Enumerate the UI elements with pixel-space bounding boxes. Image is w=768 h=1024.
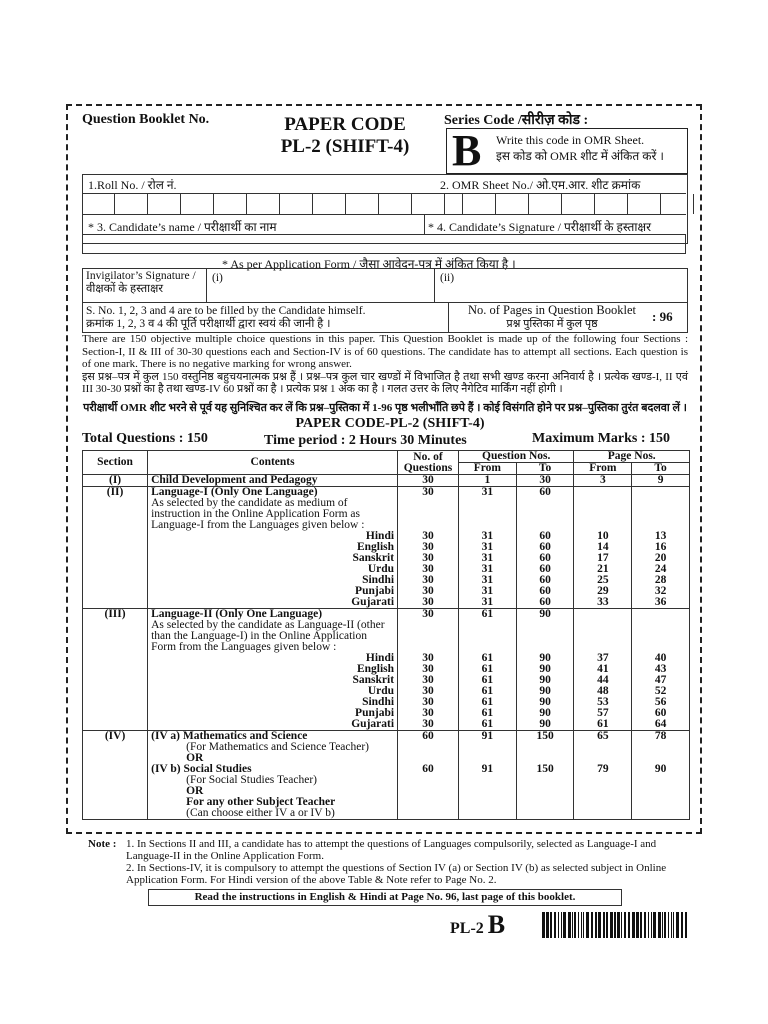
cell-num-questions	[398, 620, 459, 631]
notes	[88, 838, 688, 886]
cell-pt: 43	[632, 664, 690, 675]
cell-section	[83, 675, 148, 686]
invigilator-i: (i)	[212, 272, 223, 284]
cell-qt: 90	[516, 697, 574, 708]
cell-num-questions: 30	[398, 475, 459, 487]
cell-qf: 91	[458, 731, 516, 743]
cell-qf: 91	[458, 764, 516, 775]
cell-num-questions: 30	[398, 575, 459, 586]
cell-qf	[458, 808, 516, 820]
cell-section	[83, 586, 148, 597]
cell-pt: 90	[632, 764, 690, 775]
cell-qf: 31	[458, 586, 516, 597]
table-row	[83, 797, 690, 808]
cell-qt	[516, 786, 574, 797]
cell-qf: 61	[458, 653, 516, 664]
footer-code	[450, 910, 505, 940]
cell-num-questions	[398, 797, 459, 808]
cell-num-questions: 30	[398, 708, 459, 719]
barcode-icon	[542, 912, 688, 938]
cell-qt: 90	[516, 609, 574, 621]
cell-pt: 47	[632, 675, 690, 686]
table-row	[83, 475, 690, 487]
cell-section	[83, 764, 148, 775]
cell-qt	[516, 797, 574, 808]
time-period: Time period : 2 Hours 30 Minutes	[264, 433, 467, 448]
cell-num-questions: 60	[398, 731, 459, 743]
cell-section	[83, 520, 148, 531]
name-write-line[interactable]	[82, 234, 686, 254]
cell-qt: 60	[516, 553, 574, 564]
cell-contents: Sindhi	[148, 575, 398, 586]
cell-qt	[516, 498, 574, 509]
cell-qf	[458, 498, 516, 509]
cell-pf: 57	[574, 708, 632, 719]
cell-section: (III)	[83, 609, 148, 621]
cell-pf	[574, 498, 632, 509]
cell-contents: Sindhi	[148, 697, 398, 708]
cell-contents: Sanskrit	[148, 553, 398, 564]
footer-series-letter: B	[487, 910, 506, 939]
cell-qf: 31	[458, 564, 516, 575]
cell-qf: 31	[458, 553, 516, 564]
pages-value: : 96	[652, 309, 673, 324]
cell-contents: Language-II (Only One Language)	[148, 609, 398, 621]
series-code-label: Series Code /सीरीज़ कोड :	[444, 113, 589, 128]
cell-num-questions: 30	[398, 675, 459, 686]
cell-pf: 41	[574, 664, 632, 675]
cell-section	[83, 631, 148, 642]
cell-pt	[632, 797, 690, 808]
cell-pt	[632, 487, 690, 499]
cell-qf: 1	[458, 475, 516, 487]
cell-qf	[458, 797, 516, 808]
note-1: 1. In Sections II and III, a candidate has to attempt the questions of Languages compulsorily, selected as Language-I and Language-II in the Online Application Form.	[126, 838, 657, 862]
cell-contents: (IV b) Social Studies	[148, 764, 398, 775]
cell-pf: 10	[574, 531, 632, 542]
cell-pf	[574, 509, 632, 520]
cell-num-questions	[398, 509, 459, 520]
cell-section	[83, 498, 148, 509]
cell-num-questions: 30	[398, 597, 459, 609]
instructions-en: There are 150 objective multiple choice questions in this paper. This Question Booklet is made up of the following four Sections : Section-I, II & III of 30-30 questions each and Section-IV is of 60 questions. The candidate has to attempt all sections. Each question is of one mark. There is no negative marking for wrong answer.	[82, 333, 688, 370]
table-row	[83, 808, 690, 820]
read-instructions-box: Read the instructions in English & Hindi at Page No. 96, last page of this booklet.	[148, 889, 622, 906]
cell-section	[83, 509, 148, 520]
cell-contents: Punjabi	[148, 586, 398, 597]
as-per-form-note: * As per Application Form / जैसा आवेदन-पत्र में अंकित किया है ।	[222, 257, 516, 271]
cell-num-questions: 30	[398, 564, 459, 575]
cell-qf: 31	[458, 542, 516, 553]
candidate-name-label: * 3. Candidate’s name / परीक्षार्थी का नाम	[88, 220, 277, 234]
cell-pt: 78	[632, 731, 690, 743]
paper-code-line2: PL-2 (SHIFT-4)	[280, 136, 410, 157]
cell-pt	[632, 775, 690, 786]
header-num-questions: No. of Questions	[398, 451, 459, 475]
maximum-marks: Maximum Marks : 150	[532, 431, 671, 446]
cell-pf: 65	[574, 731, 632, 743]
cell-pt: 40	[632, 653, 690, 664]
cell-pf	[574, 742, 632, 753]
cell-qt: 60	[516, 597, 574, 609]
cell-contents: As selected by the candidate as Language-II (other	[148, 620, 398, 631]
cell-qt: 60	[516, 586, 574, 597]
cell-section	[83, 620, 148, 631]
cell-contents: For any other Subject Teacher	[148, 797, 398, 808]
cell-pf: 48	[574, 686, 632, 697]
cell-section	[83, 553, 148, 564]
cell-qf: 31	[458, 487, 516, 499]
cell-pt	[632, 631, 690, 642]
cell-pf	[574, 620, 632, 631]
table-row	[83, 775, 690, 786]
cell-contents: Urdu	[148, 686, 398, 697]
cell-section	[83, 575, 148, 586]
cell-qt: 60	[516, 542, 574, 553]
cell-num-questions	[398, 631, 459, 642]
header-p-to: To	[632, 463, 690, 475]
cell-contents: As selected by the candidate as medium of	[148, 498, 398, 509]
cell-pt: 20	[632, 553, 690, 564]
cell-section	[83, 742, 148, 753]
cell-qf: 61	[458, 719, 516, 731]
roll-no-cells[interactable]	[82, 194, 445, 214]
cell-num-questions	[398, 786, 459, 797]
cell-qt: 90	[516, 675, 574, 686]
cell-contents: (For Social Studies Teacher)	[148, 775, 398, 786]
cell-pf: 79	[574, 764, 632, 775]
series-letter: B	[452, 126, 482, 175]
cell-qf	[458, 742, 516, 753]
cell-num-questions: 30	[398, 487, 459, 499]
cell-pf: 21	[574, 564, 632, 575]
cell-contents: English	[148, 542, 398, 553]
cell-pt	[632, 509, 690, 520]
cell-contents: Child Development and Pedagogy	[148, 475, 398, 487]
booklet-no-label: Question Booklet No.	[82, 112, 210, 127]
cell-section: (II)	[83, 487, 148, 499]
cell-pt: 56	[632, 697, 690, 708]
cell-pf: 33	[574, 597, 632, 609]
cell-qt: 30	[516, 475, 574, 487]
cell-contents: Gujarati	[148, 719, 398, 731]
paper-code	[270, 114, 420, 158]
cell-section	[83, 597, 148, 609]
cell-pf: 3	[574, 475, 632, 487]
cell-num-questions: 60	[398, 764, 459, 775]
cell-contents: OR	[148, 753, 398, 764]
cell-pt: 28	[632, 575, 690, 586]
cell-qt: 90	[516, 653, 574, 664]
cell-pf: 44	[574, 675, 632, 686]
table-row	[83, 731, 690, 743]
warning-text: परीक्षार्थी OMR शीट भरने से पूर्व यह सुनिश्चित कर लें कि प्रश्न–पुस्तिका में 1-96 पृष्ठ भलीभाँति छपे हैं । कोई विसंगति होने पर प्रश्न–पुस्तिका तुरंत बदलवा लें ।	[83, 402, 687, 414]
cell-contents: Hindi	[148, 653, 398, 664]
cell-contents: OR	[148, 786, 398, 797]
sections-table	[82, 450, 690, 820]
cell-pf	[574, 775, 632, 786]
cell-num-questions: 30	[398, 653, 459, 664]
cell-pf	[574, 631, 632, 642]
cell-num-questions	[398, 498, 459, 509]
cell-pf: 37	[574, 653, 632, 664]
cell-qt: 60	[516, 575, 574, 586]
cell-pt	[632, 808, 690, 820]
cell-pt	[632, 609, 690, 621]
cell-pf: 29	[574, 586, 632, 597]
note-label: Note :	[88, 838, 117, 850]
cell-contents: English	[148, 664, 398, 675]
cell-qf: 61	[458, 664, 516, 675]
cell-contents: Language-I from the Languages given below :	[148, 520, 398, 531]
cell-qf: 61	[458, 675, 516, 686]
header-p-from: From	[574, 463, 632, 475]
header-page-nos: Page Nos.	[574, 451, 690, 463]
cell-pt: 32	[632, 586, 690, 597]
series-text-en: Write this code in OMR Sheet.	[496, 133, 645, 147]
cell-qf: 31	[458, 575, 516, 586]
cell-contents: Gujarati	[148, 597, 398, 609]
table-row	[83, 764, 690, 775]
cell-pt	[632, 620, 690, 631]
cell-contents: Form from the Languages given below :	[148, 642, 398, 653]
header-contents: Contents	[148, 451, 398, 475]
cell-section	[83, 642, 148, 653]
cell-contents: than the Language-I) in the Online Application	[148, 631, 398, 642]
omr-sheet-label: 2. OMR Sheet No./ ओ.एम.आर. शीट क्रमांक	[440, 178, 641, 192]
cell-pf	[574, 786, 632, 797]
cell-qf: 31	[458, 531, 516, 542]
cell-pt: 24	[632, 564, 690, 575]
cell-pt: 13	[632, 531, 690, 542]
cell-contents: Sanskrit	[148, 675, 398, 686]
cell-qf: 61	[458, 708, 516, 719]
cell-pt	[632, 498, 690, 509]
cell-qt: 60	[516, 564, 574, 575]
header-question-nos: Question Nos.	[458, 451, 574, 463]
cell-pf	[574, 808, 632, 820]
cell-qt	[516, 775, 574, 786]
cell-qf	[458, 620, 516, 631]
footer-paper-code: PL-2	[450, 920, 484, 937]
header-q-to: To	[516, 463, 574, 475]
cell-pt: 60	[632, 708, 690, 719]
series-instruction	[496, 132, 664, 164]
omr-no-cells[interactable]	[430, 194, 694, 214]
cell-num-questions: 30	[398, 586, 459, 597]
cell-num-questions: 30	[398, 531, 459, 542]
cell-contents: Urdu	[148, 564, 398, 575]
cell-section	[83, 542, 148, 553]
cell-contents: instruction in the Online Application Form as	[148, 509, 398, 520]
cell-qt: 90	[516, 686, 574, 697]
cell-pf: 61	[574, 719, 632, 731]
cell-qf: 61	[458, 609, 516, 621]
cell-num-questions	[398, 742, 459, 753]
cell-pf: 53	[574, 697, 632, 708]
cell-num-questions: 30	[398, 664, 459, 675]
cell-contents: (Can choose either IV a or IV b)	[148, 808, 398, 820]
cell-num-questions: 30	[398, 697, 459, 708]
cell-pf	[574, 797, 632, 808]
table-row	[83, 719, 690, 731]
cell-pt: 9	[632, 475, 690, 487]
cell-pt: 64	[632, 719, 690, 731]
cell-section	[83, 753, 148, 764]
pages-label: No. of Pages in Question Booklet प्रश्न पुस्तिका में कुल पृष्ठ	[467, 303, 637, 330]
cell-pt: 36	[632, 597, 690, 609]
cell-num-questions	[398, 808, 459, 820]
cell-num-questions: 30	[398, 542, 459, 553]
cell-section	[83, 531, 148, 542]
instructions	[82, 333, 688, 396]
invigilator-ii: (ii)	[440, 272, 455, 284]
total-questions: Total Questions : 150	[82, 431, 208, 446]
cell-pf: 14	[574, 542, 632, 553]
cell-qt	[516, 620, 574, 631]
cell-pf: 17	[574, 553, 632, 564]
cell-num-questions: 30	[398, 609, 459, 621]
cell-num-questions: 30	[398, 553, 459, 564]
cell-qf	[458, 509, 516, 520]
cell-qt: 90	[516, 719, 574, 731]
cell-qt: 150	[516, 764, 574, 775]
sub-paper-code: PAPER CODE-PL-2 (SHIFT-4)	[295, 416, 485, 431]
cell-pf	[574, 487, 632, 499]
cell-qf: 61	[458, 686, 516, 697]
series-text-hi: इस कोड को OMR शीट में अंकित करें ।	[496, 149, 664, 163]
cell-contents: Hindi	[148, 531, 398, 542]
cell-qt: 60	[516, 531, 574, 542]
cell-pt	[632, 742, 690, 753]
instructions-hi: इस प्रश्न–पत्र में कुल 150 वस्तुनिष्ठ बहुचयनात्मक प्रश्न हैं । प्रश्न–पत्र कुल चार खण्डों में विभाजित है तथा सभी खण्ड करना अनिवार्य है । प्रत्येक खण्ड-I, II एवं III 30-30 प्रश्नों का है तथा खण्ड-IV 60 प्रश्नों का है । प्रत्येक प्रश्न 1 अंक का है । गलत उत्तर के लिए नैगेटिव मार्किंग नहीं होगी ।	[82, 370, 688, 395]
cell-pf: 25	[574, 575, 632, 586]
note-2: 2. In Sections-IV, it is compulsory to attempt the questions of Section IV (a) or Section IV (b) as selected subject in Online Application Form. For Hindi version of the above Table & Note refer to Page No. 2.	[126, 862, 667, 886]
cell-qf: 31	[458, 597, 516, 609]
cell-section	[83, 719, 148, 731]
cell-qf	[458, 631, 516, 642]
cell-qf	[458, 775, 516, 786]
cell-section	[83, 664, 148, 675]
cell-section	[83, 564, 148, 575]
header-section: Section	[83, 451, 148, 475]
cell-qt: 90	[516, 664, 574, 675]
table-row	[83, 742, 690, 753]
cell-section	[83, 653, 148, 664]
cell-num-questions	[398, 775, 459, 786]
table-row	[83, 597, 690, 609]
table-row	[83, 786, 690, 797]
cell-section	[83, 797, 148, 808]
cell-contents: Language-I (Only One Language)	[148, 487, 398, 499]
cell-section	[83, 686, 148, 697]
fill-note: S. No. 1, 2, 3 and 4 are to be filled by the Candidate himself. क्रमांक 1, 2, 3 व 4 की पूर्ति परीक्षार्थी द्वारा स्वयं की जानी है ।	[86, 305, 366, 330]
cell-section	[83, 808, 148, 820]
cell-qf: 61	[458, 697, 516, 708]
cell-contents: (IV a) Mathematics and Science	[148, 731, 398, 743]
cell-section	[83, 786, 148, 797]
cell-qt: 60	[516, 487, 574, 499]
cell-qt	[516, 742, 574, 753]
header-q-from: From	[458, 463, 516, 475]
cell-contents: Punjabi	[148, 708, 398, 719]
cell-section: (IV)	[83, 731, 148, 743]
cell-section: (I)	[83, 475, 148, 487]
roll-no-label: 1.Roll No. / रोल नं.	[88, 178, 177, 192]
cell-pt: 16	[632, 542, 690, 553]
cell-qt	[516, 509, 574, 520]
cell-section	[83, 708, 148, 719]
cell-pt: 52	[632, 686, 690, 697]
cell-qt	[516, 808, 574, 820]
paper-code-line1: PAPER CODE	[284, 114, 406, 135]
cell-qf	[458, 786, 516, 797]
cell-qt	[516, 631, 574, 642]
cell-pt	[632, 786, 690, 797]
cell-contents: (For Mathematics and Science Teacher)	[148, 742, 398, 753]
cell-num-questions: 30	[398, 719, 459, 731]
cell-num-questions: 30	[398, 686, 459, 697]
invigilator-label: Invigilator’s Signature / वीक्षकों के हस्ताक्षर	[86, 270, 196, 295]
candidate-signature-label: * 4. Candidate’s Signature / परीक्षार्थी के हस्ताक्षर	[428, 220, 652, 234]
cell-pf	[574, 609, 632, 621]
cell-section	[83, 697, 148, 708]
cell-qt: 150	[516, 731, 574, 743]
cell-section	[83, 775, 148, 786]
cell-qt: 90	[516, 708, 574, 719]
